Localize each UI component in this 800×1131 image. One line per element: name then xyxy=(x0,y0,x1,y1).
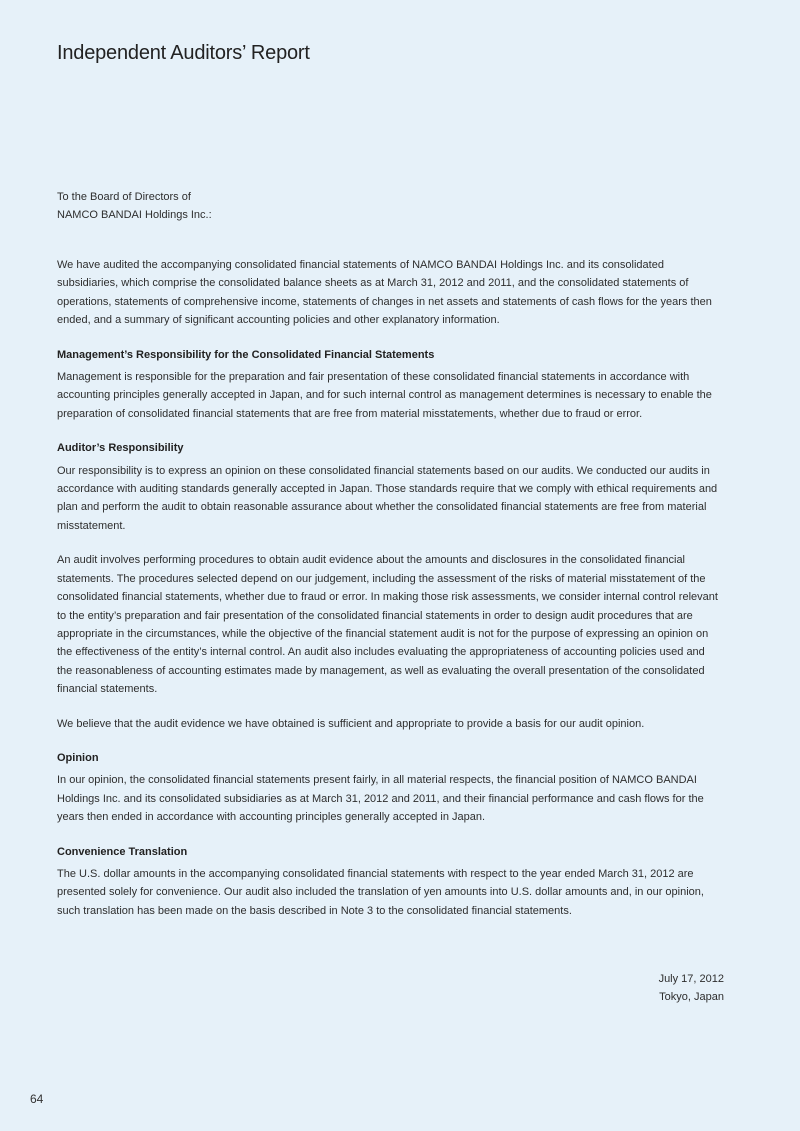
convenience-heading: Convenience Translation xyxy=(57,845,188,858)
management-heading: Management’s Responsibility for the Consolidated Financial Statements xyxy=(57,348,435,361)
report-date: July 17, 2012 xyxy=(658,973,724,985)
opinion-paragraph: In our opinion, the consolidated financial statements present fairly, in all material respects, the financial position of NAMCO BANDAI Holdings Inc. and its consolidated subsidiaries as at March 31, 2012 and 2011, and their financial performance and cash flows for the years then ended in accordance with accounting principles generally accepted in Japan. xyxy=(57,774,704,824)
auditor-paragraph-1: Our responsibility is to express an opinion on these consolidated financial statements based on our audits. We conducted our audits in accordance with auditing standards generally accepted in Japan. Those standards require that we comply with ethical requirements and plan and perform the audit to obtain reasonable assurance about whether the consolidated financial statements are free from material misstatement. xyxy=(57,464,718,532)
auditor-heading: Auditor’s Responsibility xyxy=(57,442,184,455)
convenience-paragraph: The U.S. dollar amounts in the accompanying consolidated financial statements with respect to the year ended March 31, 2012 are presented solely for convenience. Our audit also included the translation of yen amounts into U.S. dollar amounts and, in our opinion, such translation has been made on the basis described in Note 3 to the consolidated financial statements. xyxy=(57,867,704,917)
management-paragraph: Management is responsible for the preparation and fair presentation of these consolidated financial statements in accordance with accounting principles generally accepted in Japan, and for such internal control as management determines is necessary to enable the preparation of consolidated financial statements that are free from material misstatements, whether due to fraud or error. xyxy=(57,371,712,420)
opinion-heading: Opinion xyxy=(57,751,99,764)
auditor-paragraph-2: An audit involves performing procedures to obtain audit evidence about the amounts and disclosures in the consolidated financial statements. The procedures selected depend on our judgement, including the assessment of the risks of material misstatement of the consolidated financial statements, whether due to fraud or error. In making those risk assessments, we consider internal control relevant to the entity’s preparation and fair presentation of the consolidated financial statements in order to design audit procedures that are appropriate in the circumstances, while the objective of the financial statement audit is not for the purpose of expressing an opinion on the effectiveness of the entity’s internal control. An audit also includes evaluating the appropriateness of accounting policies used and the reasonableness of accounting estimates made by management, as well as evaluating the overall presentation of the consolidated financial statements. xyxy=(57,554,718,696)
page-number: 64 xyxy=(30,1092,44,1106)
addressee xyxy=(57,188,717,224)
report-body xyxy=(57,256,721,920)
report-place: Tokyo, Japan xyxy=(659,991,724,1003)
intro-paragraph: We have audited the accompanying consolidated financial statements of NAMCO BANDAI Holdings Inc. and its consolidated subsidiaries, which comprise the consolidated balance sheets as at March 31, 2012 and 2011, and the consolidated statements of operations, statements of comprehensive income, statements of changes in net assets and statements of cash flows for the years then ended, and a summary of significant accounting policies and other explanatory information. xyxy=(57,259,712,327)
signature-block xyxy=(659,970,724,1006)
addressee-line-1: To the Board of Directors of xyxy=(57,191,191,203)
page-title: Independent Auditors’ Report xyxy=(57,42,310,64)
addressee-line-2: NAMCO BANDAI Holdings Inc.: xyxy=(57,209,212,221)
auditor-paragraph-3: We believe that the audit evidence we have obtained is sufficient and appropriate to provide a basis for our audit opinion. xyxy=(57,717,645,730)
